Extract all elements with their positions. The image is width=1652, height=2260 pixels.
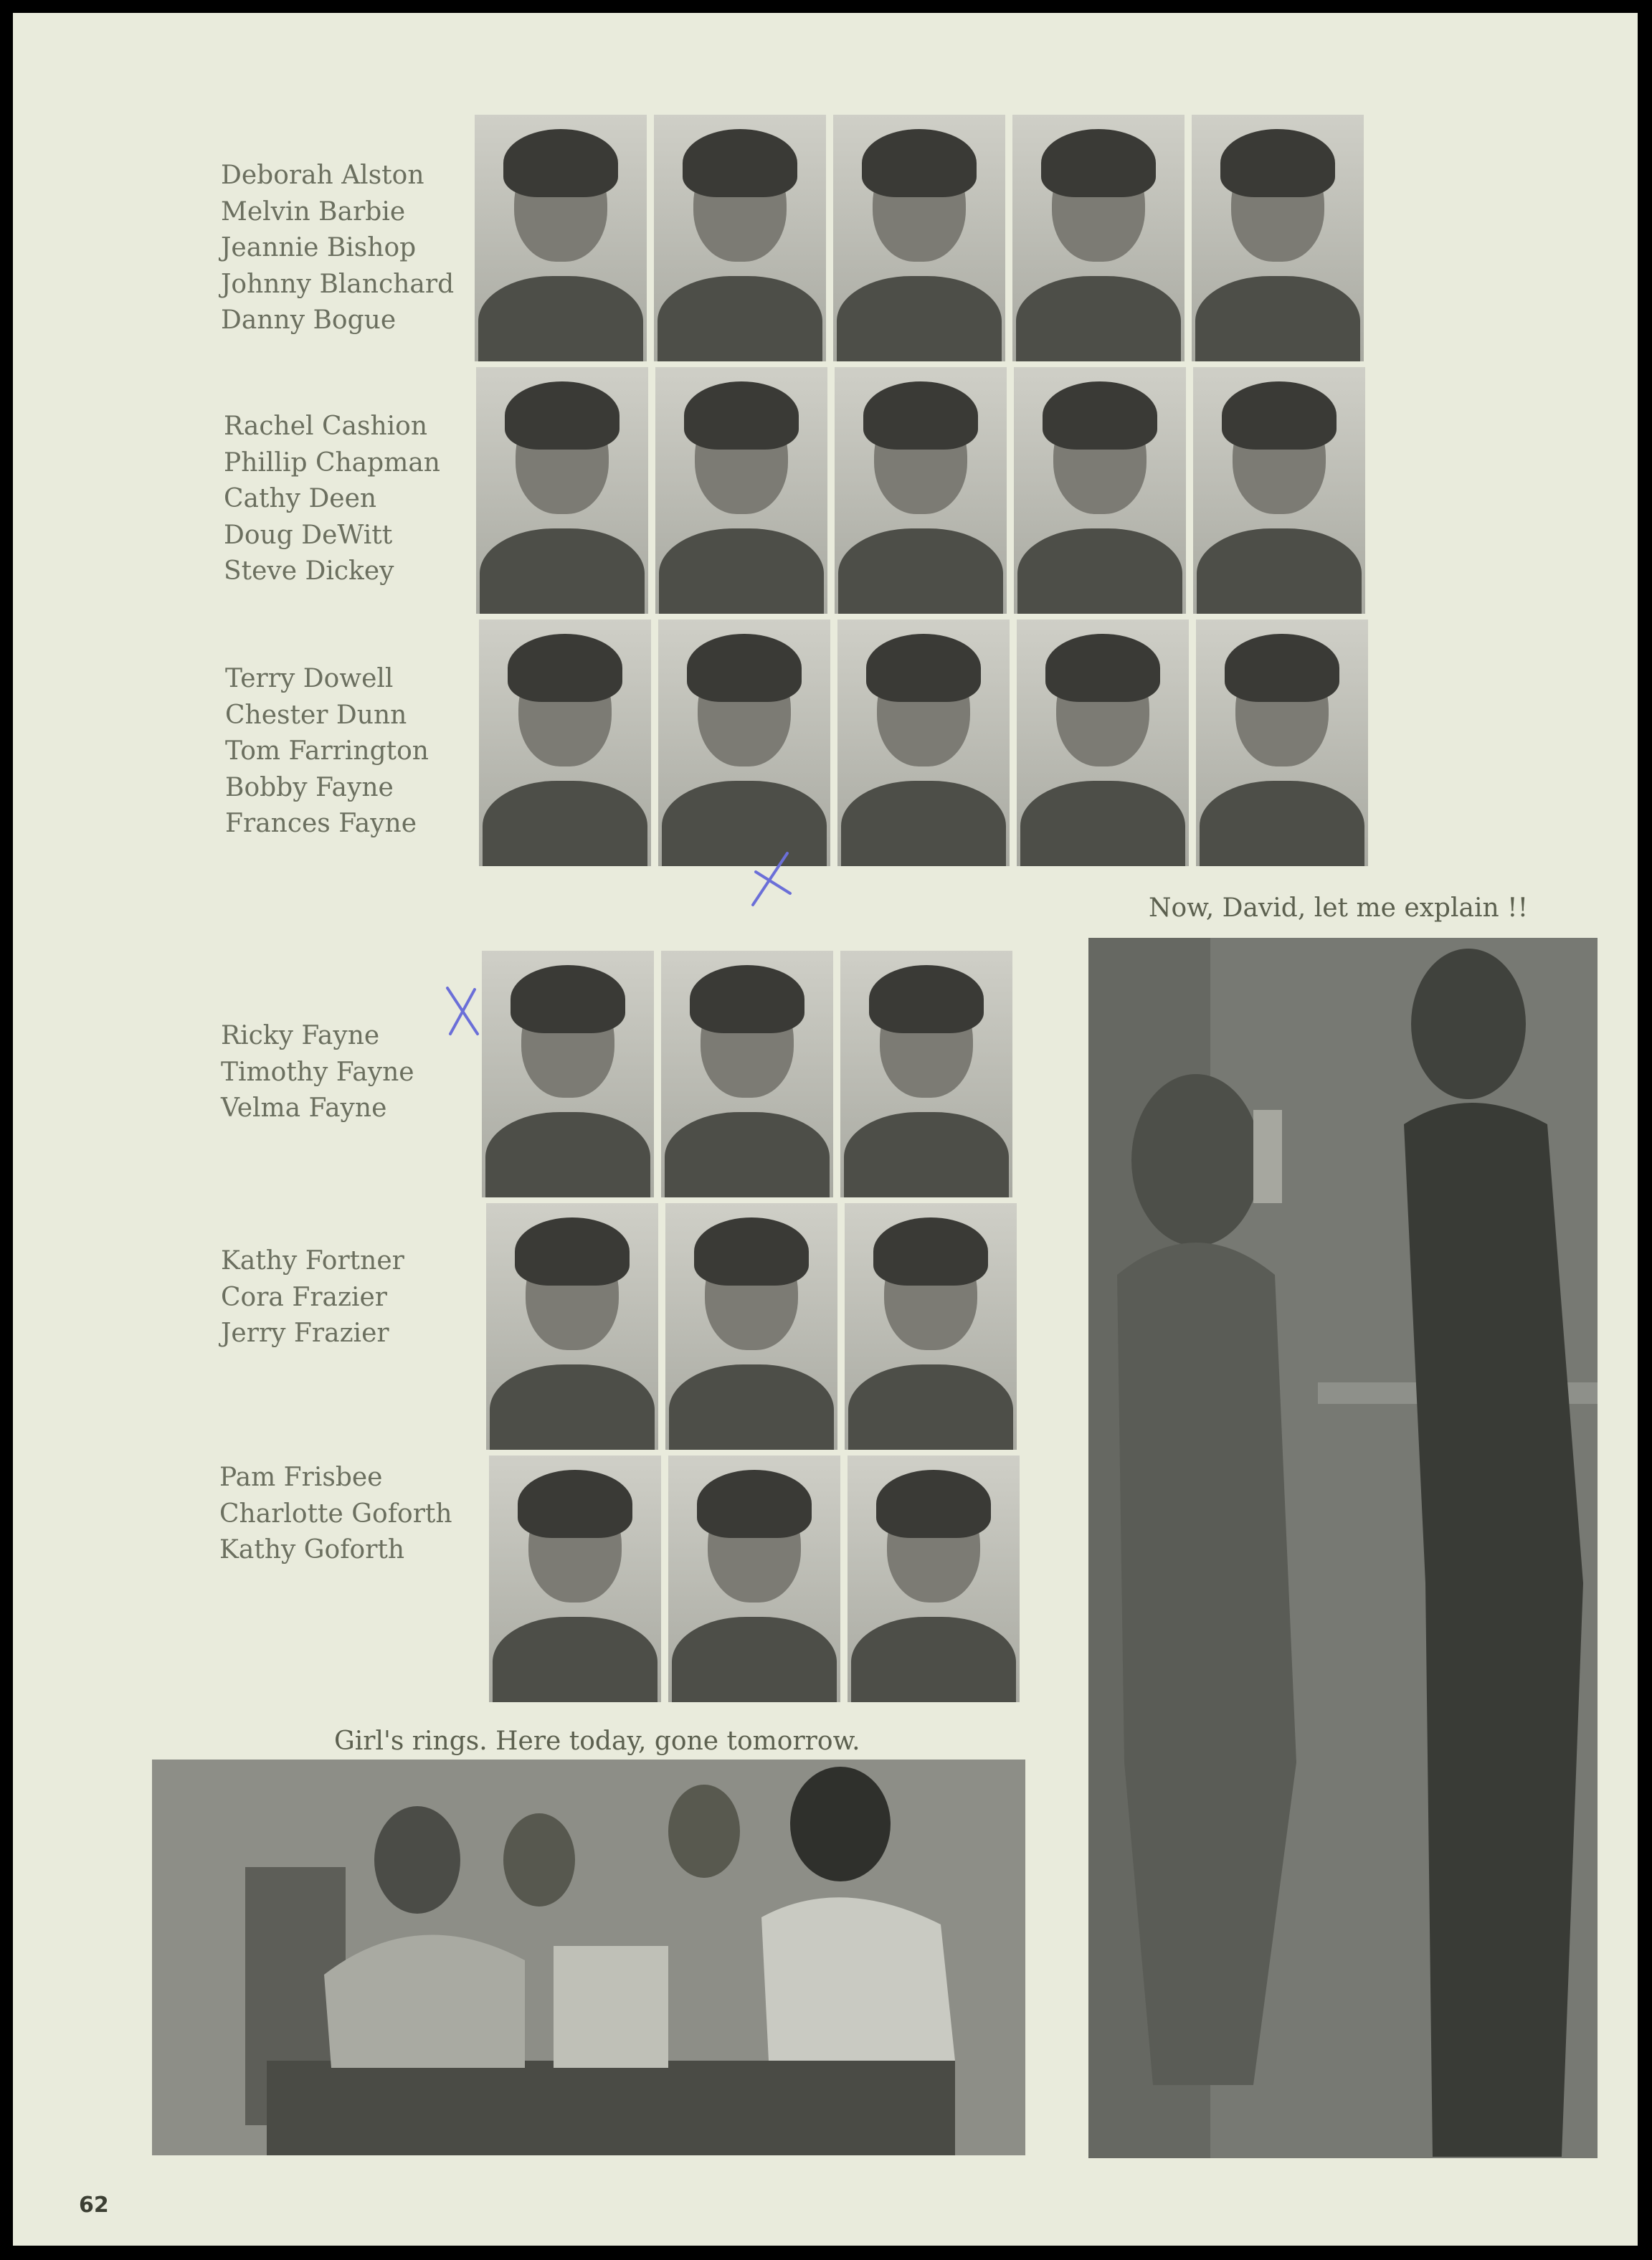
student-portrait bbox=[1014, 367, 1186, 614]
student-portrait bbox=[489, 1456, 661, 1702]
student-name: Phillip Chapman bbox=[224, 447, 440, 478]
student-portrait bbox=[654, 115, 826, 361]
student-portrait bbox=[1193, 367, 1365, 614]
student-name: Jeannie Bishop bbox=[221, 233, 417, 262]
name-list bbox=[221, 1243, 404, 1352]
name-list bbox=[224, 409, 440, 590]
student-portrait bbox=[665, 1203, 837, 1450]
student-portrait bbox=[835, 367, 1007, 614]
student-portrait bbox=[486, 1203, 658, 1450]
yearbook-page bbox=[13, 13, 1638, 2246]
name-list bbox=[221, 158, 454, 339]
student-portrait bbox=[655, 367, 827, 614]
student-portrait bbox=[668, 1456, 840, 1702]
name-list bbox=[221, 1018, 414, 1127]
student-name: Danny Bogue bbox=[221, 305, 397, 335]
student-name: Cathy Deen bbox=[224, 484, 377, 513]
student-name: Rachel Cashion bbox=[224, 412, 428, 441]
name-list bbox=[225, 661, 429, 842]
student-portrait bbox=[845, 1203, 1017, 1450]
student-name: Kathy Fortner bbox=[221, 1246, 404, 1276]
student-name: Timothy Fayne bbox=[221, 1057, 414, 1087]
student-portrait bbox=[840, 951, 1012, 1197]
hallway-candid-photo bbox=[1088, 938, 1598, 2158]
office-photo-caption: Girl's rings. Here today, gone tomorrow. bbox=[334, 1727, 860, 1756]
student-portrait bbox=[661, 951, 833, 1197]
student-name: Johnny Blanchard bbox=[221, 269, 455, 299]
student-portrait bbox=[1012, 115, 1185, 361]
student-name: Frances Fayne bbox=[225, 809, 417, 838]
student-name: Pam Frisbee bbox=[219, 1463, 383, 1492]
student-name: Jerry Frazier bbox=[221, 1319, 389, 1348]
hallway-figures-illustration bbox=[1088, 938, 1598, 2158]
page-number: 62 bbox=[79, 2193, 109, 2218]
student-name: Velma Fayne bbox=[221, 1093, 387, 1123]
student-portrait bbox=[476, 367, 648, 614]
student-portrait bbox=[1192, 115, 1364, 361]
student-name: Melvin Barbie bbox=[221, 196, 406, 227]
student-name: Ricky Fayne bbox=[221, 1021, 380, 1050]
student-portrait bbox=[482, 951, 654, 1197]
student-portrait bbox=[479, 619, 651, 866]
ink-x-mark bbox=[442, 984, 485, 1041]
office-scene-illustration bbox=[152, 1760, 1025, 2155]
student-name: Doug DeWitt bbox=[224, 520, 393, 550]
ink-x-mark bbox=[746, 848, 796, 912]
student-name: Chester Dunn bbox=[225, 700, 407, 730]
name-list bbox=[219, 1460, 452, 1569]
student-name: Deborah Alston bbox=[221, 161, 424, 190]
student-portrait bbox=[658, 619, 830, 866]
student-name: Cora Frazier bbox=[221, 1282, 387, 1312]
student-name: Kathy Goforth bbox=[219, 1535, 405, 1565]
student-portrait bbox=[833, 115, 1005, 361]
student-portrait bbox=[475, 115, 647, 361]
student-name: Tom Farrington bbox=[225, 736, 429, 766]
student-portrait bbox=[837, 619, 1010, 866]
office-candid-photo bbox=[152, 1760, 1025, 2155]
student-portrait bbox=[1196, 619, 1368, 866]
student-name: Steve Dickey bbox=[224, 556, 394, 586]
student-portrait bbox=[848, 1456, 1020, 1702]
hallway-photo-caption: Now, David, let me explain !! bbox=[1149, 893, 1529, 923]
student-name: Bobby Fayne bbox=[225, 772, 394, 802]
student-name: Terry Dowell bbox=[225, 664, 394, 693]
student-portrait bbox=[1017, 619, 1189, 866]
student-name: Charlotte Goforth bbox=[219, 1499, 452, 1529]
